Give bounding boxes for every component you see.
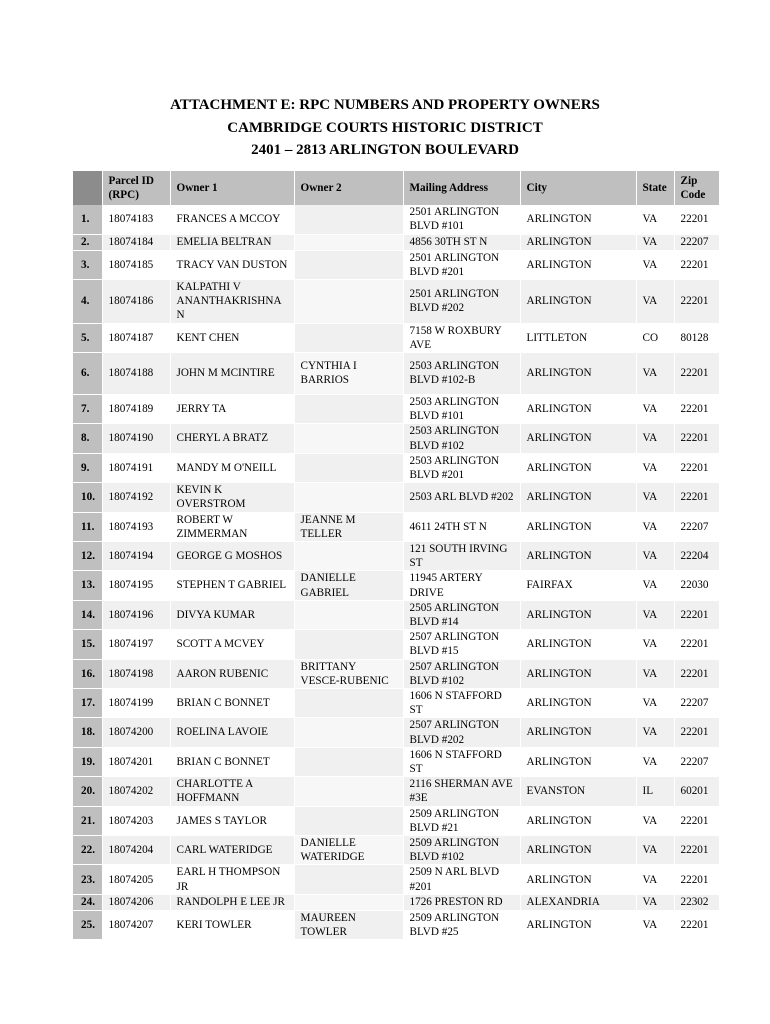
parcel-id-cell: 18074200 [102, 718, 170, 747]
owner-1-cell: KENT CHEN [170, 323, 294, 352]
zip-code-cell: 22207 [674, 234, 719, 250]
header-owner-2: Owner 2 [294, 171, 403, 205]
owner-2-cell: JEANNE M TELLER [294, 512, 403, 541]
mailing-address-cell: 2503 ARL BLVD #202 [403, 483, 520, 512]
city-cell: ARLINGTON [520, 512, 636, 541]
mailing-address-cell: 121 SOUTH IRVING ST [403, 541, 520, 570]
owner-1-cell: AARON RUBENIC [170, 659, 294, 688]
state-cell: VA [636, 894, 674, 910]
owner-2-cell [294, 483, 403, 512]
zip-code-cell: 22201 [674, 910, 719, 939]
row-number: 13. [73, 571, 102, 600]
table-row [73, 688, 719, 717]
table-row [73, 571, 719, 600]
city-cell: ALEXANDRIA [520, 894, 636, 910]
row-number: 14. [73, 600, 102, 629]
state-cell: VA [636, 659, 674, 688]
owner-1-cell: GEORGE G MOSHOS [170, 541, 294, 570]
mailing-address-cell: 11945 ARTERY DRIVE [403, 571, 520, 600]
owner-2-cell [294, 323, 403, 352]
zip-code-cell: 22207 [674, 512, 719, 541]
row-number: 17. [73, 688, 102, 717]
table-row [73, 718, 719, 747]
table-row [73, 894, 719, 910]
mailing-address-cell: 1606 N STAFFORD ST [403, 747, 520, 776]
zip-code-cell: 60201 [674, 777, 719, 806]
owner-1-cell: JERRY TA [170, 394, 294, 423]
owner-2-cell [294, 541, 403, 570]
state-cell: VA [636, 910, 674, 939]
state-cell: VA [636, 483, 674, 512]
table-row [73, 747, 719, 776]
state-cell: IL [636, 777, 674, 806]
row-number: 1. [73, 205, 102, 234]
mailing-address-cell: 2501 ARLINGTON BLVD #201 [403, 250, 520, 279]
row-number: 4. [73, 279, 102, 323]
state-cell: VA [636, 571, 674, 600]
parcel-id-cell: 18074185 [102, 250, 170, 279]
owner-1-cell: ROELINA LAVOIE [170, 718, 294, 747]
city-cell: ARLINGTON [520, 747, 636, 776]
parcel-id-cell: 18074196 [102, 600, 170, 629]
state-cell: VA [636, 836, 674, 865]
city-cell: ARLINGTON [520, 541, 636, 570]
mailing-address-cell: 2501 ARLINGTON BLVD #202 [403, 279, 520, 323]
city-cell: ARLINGTON [520, 424, 636, 453]
table-row [73, 910, 719, 939]
row-number: 19. [73, 747, 102, 776]
state-cell: VA [636, 512, 674, 541]
city-cell: ARLINGTON [520, 453, 636, 482]
parcel-id-cell: 18074192 [102, 483, 170, 512]
city-cell: ARLINGTON [520, 718, 636, 747]
parcel-id-cell: 18074189 [102, 394, 170, 423]
mailing-address-cell: 2116 SHERMAN AVE #3E [403, 777, 520, 806]
zip-code-cell: 22201 [674, 279, 719, 323]
owner-1-cell: EARL H THOMPSON JR [170, 865, 294, 894]
parcel-id-cell: 18074184 [102, 234, 170, 250]
row-number: 10. [73, 483, 102, 512]
row-number: 5. [73, 323, 102, 352]
city-cell: ARLINGTON [520, 205, 636, 234]
mailing-address-cell: 4856 30TH ST N [403, 234, 520, 250]
state-cell: VA [636, 718, 674, 747]
mailing-address-cell: 2505 ARLINGTON BLVD #14 [403, 600, 520, 629]
owner-1-cell: CHERYL A BRATZ [170, 424, 294, 453]
mailing-address-cell: 2503 ARLINGTON BLVD #201 [403, 453, 520, 482]
owner-1-cell: BRIAN C BONNET [170, 747, 294, 776]
header-mailing-address: Mailing Address [403, 171, 520, 205]
row-number: 11. [73, 512, 102, 541]
mailing-address-cell: 2507 ARLINGTON BLVD #202 [403, 718, 520, 747]
state-cell: VA [636, 279, 674, 323]
owner-1-cell: STEPHEN T GABRIEL [170, 571, 294, 600]
row-number: 18. [73, 718, 102, 747]
city-cell: ARLINGTON [520, 234, 636, 250]
table-row [73, 424, 719, 453]
state-cell: CO [636, 323, 674, 352]
zip-code-cell: 22201 [674, 718, 719, 747]
header-zip-code: Zip Code [674, 171, 719, 205]
mailing-address-cell: 2501 ARLINGTON BLVD #101 [403, 205, 520, 234]
city-cell: ARLINGTON [520, 910, 636, 939]
city-cell: ARLINGTON [520, 659, 636, 688]
zip-code-cell: 80128 [674, 323, 719, 352]
table-row [73, 234, 719, 250]
city-cell: EVANSTON [520, 777, 636, 806]
table-row [73, 205, 719, 234]
city-cell: ARLINGTON [520, 688, 636, 717]
owner-1-cell: TRACY VAN DUSTON [170, 250, 294, 279]
mailing-address-cell: 2503 ARLINGTON BLVD #102-B [403, 352, 520, 394]
zip-code-cell: 22201 [674, 600, 719, 629]
table-header-row [73, 171, 719, 205]
owner-1-cell: EMELIA BELTRAN [170, 234, 294, 250]
owner-1-cell: BRIAN C BONNET [170, 688, 294, 717]
owner-1-cell: RANDOLPH E LEE JR [170, 894, 294, 910]
table-row [73, 352, 719, 394]
row-number: 8. [73, 424, 102, 453]
city-cell: ARLINGTON [520, 279, 636, 323]
header-state: State [636, 171, 674, 205]
city-cell: FAIRFAX [520, 571, 636, 600]
city-cell: ARLINGTON [520, 483, 636, 512]
state-cell: VA [636, 865, 674, 894]
header-number [73, 171, 102, 205]
owner-1-cell: FRANCES A MCCOY [170, 205, 294, 234]
row-number: 9. [73, 453, 102, 482]
owner-2-cell [294, 453, 403, 482]
zip-code-cell: 22201 [674, 424, 719, 453]
zip-code-cell: 22201 [674, 352, 719, 394]
owner-2-cell [294, 865, 403, 894]
owner-2-cell [294, 424, 403, 453]
table-row [73, 659, 719, 688]
owner-1-cell: ROBERT W ZIMMERMAN [170, 512, 294, 541]
table-row [73, 541, 719, 570]
zip-code-cell: 22030 [674, 571, 719, 600]
parcel-id-cell: 18074191 [102, 453, 170, 482]
owner-2-cell [294, 777, 403, 806]
zip-code-cell: 22201 [674, 806, 719, 835]
owner-1-cell: KALPATHI V ANANTHAKRISHNA N [170, 279, 294, 323]
parcel-id-cell: 18074201 [102, 747, 170, 776]
row-number: 12. [73, 541, 102, 570]
owner-1-cell: JOHN M MCINTIRE [170, 352, 294, 394]
owner-2-cell [294, 234, 403, 250]
parcel-id-cell: 18074194 [102, 541, 170, 570]
table-row [73, 279, 719, 323]
row-number: 20. [73, 777, 102, 806]
city-cell: ARLINGTON [520, 865, 636, 894]
row-number: 7. [73, 394, 102, 423]
row-number: 6. [73, 352, 102, 394]
parcel-id-cell: 18074186 [102, 279, 170, 323]
parcel-id-cell: 18074204 [102, 836, 170, 865]
row-number: 3. [73, 250, 102, 279]
title-line-3: 2401 – 2813 ARLINGTON BOULEVARD [251, 142, 519, 158]
city-cell: ARLINGTON [520, 836, 636, 865]
owner-2-cell: CYNTHIA I BARRIOS [294, 352, 403, 394]
owner-2-cell: DANIELLE GABRIEL [294, 571, 403, 600]
mailing-address-cell: 1606 N STAFFORD ST [403, 688, 520, 717]
zip-code-cell: 22201 [674, 453, 719, 482]
owner-2-cell: MAUREEN TOWLER [294, 910, 403, 939]
mailing-address-cell: 2509 ARLINGTON BLVD #21 [403, 806, 520, 835]
parcel-id-cell: 18074195 [102, 571, 170, 600]
city-cell: ARLINGTON [520, 352, 636, 394]
zip-code-cell: 22204 [674, 541, 719, 570]
owner-2-cell [294, 806, 403, 835]
mailing-address-cell: 4611 24TH ST N [403, 512, 520, 541]
owner-2-cell [294, 205, 403, 234]
row-number: 23. [73, 865, 102, 894]
state-cell: VA [636, 424, 674, 453]
mailing-address-cell: 7158 W ROXBURY AVE [403, 323, 520, 352]
state-cell: VA [636, 747, 674, 776]
mailing-address-cell: 2509 ARLINGTON BLVD #25 [403, 910, 520, 939]
table-row [73, 836, 719, 865]
city-cell: ARLINGTON [520, 394, 636, 423]
mailing-address-cell: 2507 ARLINGTON BLVD #15 [403, 630, 520, 659]
owner-1-cell: SCOTT A MCVEY [170, 630, 294, 659]
zip-code-cell: 22201 [674, 630, 719, 659]
table-row [73, 806, 719, 835]
parcel-id-cell: 18074206 [102, 894, 170, 910]
zip-code-cell: 22201 [674, 659, 719, 688]
zip-code-cell: 22201 [674, 394, 719, 423]
mailing-address-cell: 2503 ARLINGTON BLVD #102 [403, 424, 520, 453]
row-number: 24. [73, 894, 102, 910]
document-title-block [0, 94, 770, 162]
mailing-address-cell: 2509 ARLINGTON BLVD #102 [403, 836, 520, 865]
parcel-id-cell: 18074188 [102, 352, 170, 394]
parcel-id-cell: 18074203 [102, 806, 170, 835]
row-number: 15. [73, 630, 102, 659]
parcel-id-cell: 18074202 [102, 777, 170, 806]
owner-2-cell [294, 718, 403, 747]
owner-1-cell: CARL WATERIDGE [170, 836, 294, 865]
title-line-2: CAMBRIDGE COURTS HISTORIC DISTRICT [227, 119, 543, 136]
table-row [73, 865, 719, 894]
table-row [73, 323, 719, 352]
table-row [73, 250, 719, 279]
owner-2-cell [294, 630, 403, 659]
table-body [73, 205, 719, 940]
state-cell: VA [636, 352, 674, 394]
owner-2-cell [294, 250, 403, 279]
owner-2-cell [294, 688, 403, 717]
state-cell: VA [636, 630, 674, 659]
zip-code-cell: 22201 [674, 250, 719, 279]
owner-1-cell: KERI TOWLER [170, 910, 294, 939]
state-cell: VA [636, 453, 674, 482]
table-row [73, 600, 719, 629]
header-owner-1: Owner 1 [170, 171, 294, 205]
title-line-1: ATTACHMENT E: RPC NUMBERS AND PROPERTY OWNERS [170, 97, 600, 113]
table-row [73, 394, 719, 423]
state-cell: VA [636, 806, 674, 835]
property-owners-table [73, 171, 720, 940]
row-number: 21. [73, 806, 102, 835]
row-number: 25. [73, 910, 102, 939]
city-cell: LITTLETON [520, 323, 636, 352]
table-row [73, 483, 719, 512]
zip-code-cell: 22207 [674, 747, 719, 776]
owner-1-cell: MANDY M O'NEILL [170, 453, 294, 482]
parcel-id-cell: 18074187 [102, 323, 170, 352]
mailing-address-cell: 2503 ARLINGTON BLVD #101 [403, 394, 520, 423]
row-number: 16. [73, 659, 102, 688]
row-number: 2. [73, 234, 102, 250]
table-row [73, 777, 719, 806]
state-cell: VA [636, 688, 674, 717]
zip-code-cell: 22302 [674, 894, 719, 910]
mailing-address-cell: 2507 ARLINGTON BLVD #102 [403, 659, 520, 688]
owner-2-cell [294, 279, 403, 323]
parcel-id-cell: 18074193 [102, 512, 170, 541]
state-cell: VA [636, 394, 674, 423]
owner-1-cell: JAMES S TAYLOR [170, 806, 294, 835]
table-row [73, 630, 719, 659]
state-cell: VA [636, 600, 674, 629]
state-cell: VA [636, 205, 674, 234]
parcel-id-cell: 18074207 [102, 910, 170, 939]
owner-2-cell: DANIELLE WATERIDGE [294, 836, 403, 865]
zip-code-cell: 22201 [674, 205, 719, 234]
zip-code-cell: 22207 [674, 688, 719, 717]
parcel-id-cell: 18074205 [102, 865, 170, 894]
row-number: 22. [73, 836, 102, 865]
city-cell: ARLINGTON [520, 250, 636, 279]
zip-code-cell: 22201 [674, 865, 719, 894]
header-parcel-id: Parcel ID (RPC) [102, 171, 170, 205]
state-cell: VA [636, 234, 674, 250]
owner-2-cell [294, 600, 403, 629]
owner-1-cell: CHARLOTTE A HOFFMANN [170, 777, 294, 806]
parcel-id-cell: 18074183 [102, 205, 170, 234]
table-row [73, 512, 719, 541]
city-cell: ARLINGTON [520, 600, 636, 629]
state-cell: VA [636, 250, 674, 279]
mailing-address-cell: 2509 N ARL BLVD #201 [403, 865, 520, 894]
parcel-id-cell: 18074198 [102, 659, 170, 688]
header-city: City [520, 171, 636, 205]
owner-2-cell [294, 394, 403, 423]
city-cell: ARLINGTON [520, 630, 636, 659]
owner-2-cell [294, 747, 403, 776]
owner-2-cell: BRITTANY VESCE-RUBENIC [294, 659, 403, 688]
parcel-id-cell: 18074197 [102, 630, 170, 659]
parcel-id-cell: 18074199 [102, 688, 170, 717]
table-row [73, 453, 719, 482]
parcel-id-cell: 18074190 [102, 424, 170, 453]
owner-2-cell [294, 894, 403, 910]
mailing-address-cell: 1726 PRESTON RD [403, 894, 520, 910]
state-cell: VA [636, 541, 674, 570]
zip-code-cell: 22201 [674, 836, 719, 865]
owner-1-cell: DIVYA KUMAR [170, 600, 294, 629]
owner-1-cell: KEVIN K OVERSTROM [170, 483, 294, 512]
city-cell: ARLINGTON [520, 806, 636, 835]
zip-code-cell: 22201 [674, 483, 719, 512]
